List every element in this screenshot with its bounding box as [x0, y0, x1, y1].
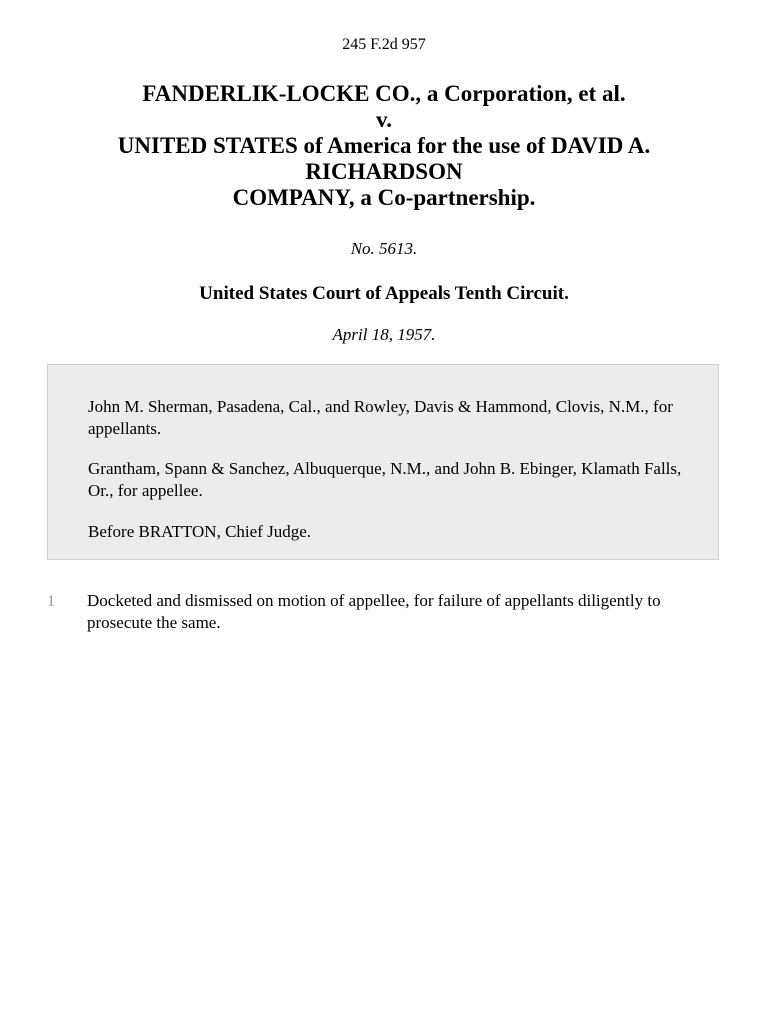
- title-line-appellee-type: COMPANY, a Co-partnership.: [232, 185, 536, 210]
- case-title: [40, 81, 728, 211]
- title-line-appellants: FANDERLIK-LOCKE CO., a Corporation, et al.: [142, 81, 626, 106]
- counsel-appellee: Grantham, Spann & Sanchez, Albuquerque, N.M., and John B. Ebinger, Klamath Falls, Or., for appellee.: [88, 459, 682, 500]
- title-line-appellee-cont: RICHARDSON: [305, 159, 463, 184]
- paragraph-text: Docketed and dismissed on motion of appellee, for failure of appellants diligently to prosecute the same.: [87, 591, 661, 632]
- docket-number: No. 5613.: [350, 239, 418, 258]
- counsel-appellants: John M. Sherman, Pasadena, Cal., and Rowley, Davis & Hammond, Clovis, N.M., for appellants.: [88, 397, 673, 438]
- bench-line: Before BRATTON, Chief Judge.: [88, 522, 312, 541]
- title-line-appellee: UNITED STATES of America for the use of DAVID A.: [117, 133, 651, 158]
- case-citation: 245 F.2d 957: [342, 36, 426, 53]
- decision-date: April 18, 1957.: [332, 325, 436, 344]
- title-line-versus: v.: [376, 107, 392, 132]
- counsel-box: [47, 364, 719, 560]
- court-name: United States Court of Appeals Tenth Circuit.: [199, 283, 569, 304]
- paragraph-number: 1: [47, 593, 55, 610]
